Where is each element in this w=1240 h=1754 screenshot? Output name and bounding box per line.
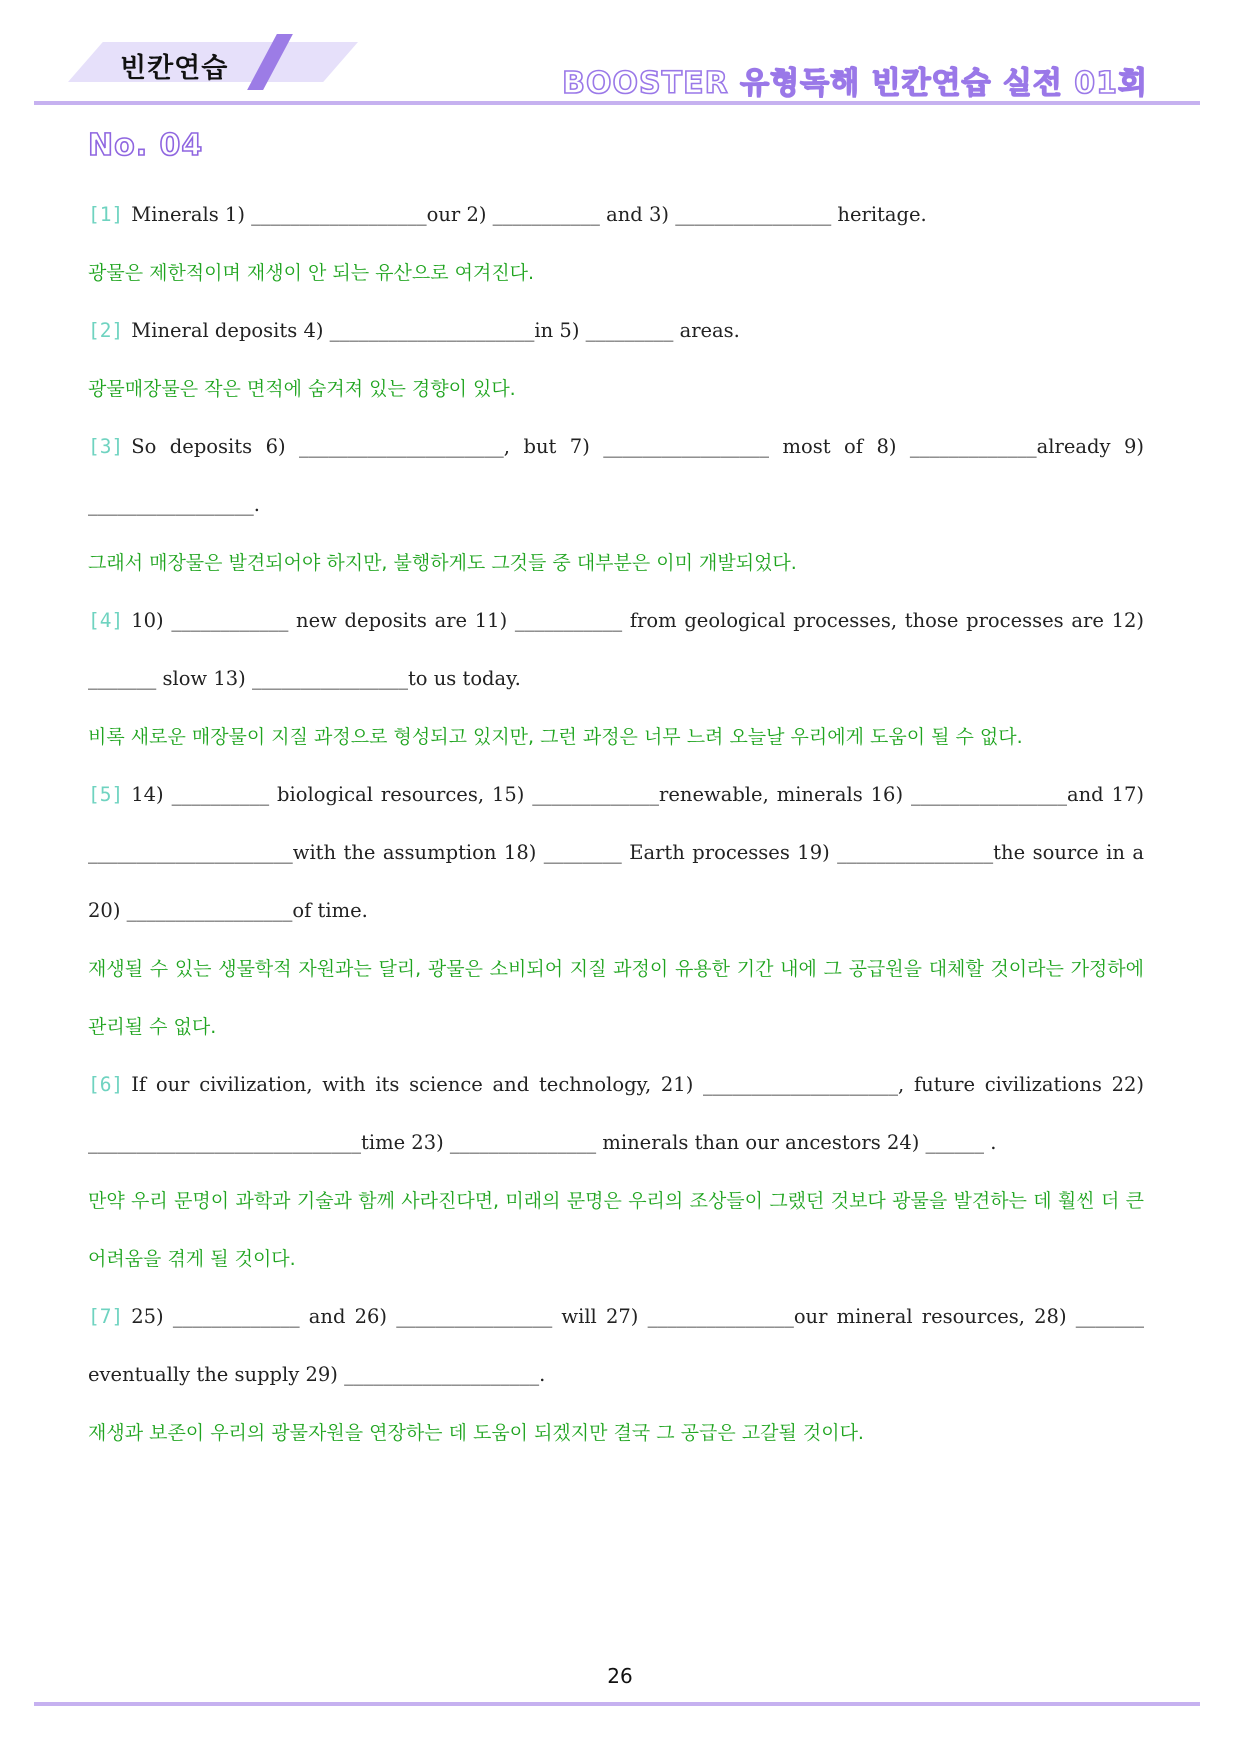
sentence-5-number: [5]: [88, 783, 124, 806]
sentence-7-english: [88, 1288, 1144, 1404]
sentence-5-english: [88, 766, 1144, 940]
sentence-6-korean: 만약 우리 문명이 과학과 기술과 함께 사라진다면, 미래의 문명은 우리의 조상들이 그랬던 것보다 광물을 발견하는 데 훨씬 더 큰 어려움을 겪게 될 것이다.: [88, 1190, 1144, 1270]
sentence-3-number: [3]: [88, 435, 124, 458]
sentence-6-text: If our civilization, with its science and technology, 21) ____________________, future civilizations 22) ____________________________time 23) _______________ minerals than our ancestors 24) ______ .: [88, 1073, 1144, 1154]
passage-content: [88, 186, 1144, 1462]
page-number: 26: [607, 1664, 633, 1688]
sentence-6-english: [88, 1056, 1144, 1172]
sentence-3-text: So deposits 6) _____________________, but 7) _________________ most of 8) _____________already 9) _________________.: [88, 435, 1144, 516]
sentence-5-text: 14) __________ biological resources, 15) _____________renewable, minerals 16) ________________and 17) _____________________with the assumption 18) ________ Earth processes 19) ________________the source in a 20) _________________of time.: [88, 783, 1144, 922]
sentence-4-text: 10) ____________ new deposits are 11) ___________ from geological processes, those processes are 12) _______ slow 13) ________________to us today.: [88, 609, 1144, 690]
sentence-1-number: [1]: [88, 203, 124, 226]
sentence-4-korean: 비록 새로운 매장물이 지질 과정으로 형성되고 있지만, 그런 과정은 너무 느려 오늘날 우리에게 도움이 될 수 없다.: [88, 726, 1023, 748]
sentence-6-number: [6]: [88, 1073, 124, 1096]
sentence-2-english: [88, 302, 1144, 360]
sentence-5-korean: 재생될 수 있는 생물학적 자원과는 달리, 광물은 소비되어 지질 과정이 유용한 기간 내에 그 공급원을 대체할 것이라는 가정하에 관리될 수 없다.: [88, 958, 1144, 1038]
sentence-7-number: [7]: [88, 1305, 124, 1328]
sentence-2-korean: 광물매장물은 작은 면적에 숨겨져 있는 경향이 있다.: [88, 378, 516, 400]
sentence-4-english: [88, 592, 1144, 708]
sentence-1-english: [88, 186, 1144, 244]
sentence-3-korean: 그래서 매장물은 발견되어야 하지만, 불행하게도 그것들 중 대부분은 이미 개발되었다.: [88, 552, 797, 574]
sentence-7-korean: 재생과 보존이 우리의 광물자원을 연장하는 데 도움이 되겠지만 결국 그 공급은 고갈될 것이다.: [88, 1422, 864, 1444]
sentence-4-number: [4]: [88, 609, 124, 632]
header-title: BOOSTER 유형독해 빈칸연습 실전 01회: [562, 66, 1148, 101]
header-divider: [34, 101, 1200, 105]
sentence-1-text: Minerals 1) __________________our 2) ___________ and 3) ________________ heritage.: [131, 203, 927, 226]
sentence-3-english: [88, 418, 1144, 534]
sentence-2-number: [2]: [88, 319, 124, 342]
sentence-2-text: Mineral deposits 4) _____________________in 5) _________ areas.: [131, 319, 740, 342]
problem-number: No. 04: [88, 128, 204, 163]
sentence-7-text: 25) _____________ and 26) ________________ will 27) _______________our mineral resources, 28) _______ eventually the supply 29) ____________________.: [88, 1305, 1144, 1386]
footer-divider: [34, 1702, 1200, 1706]
sentence-1-korean: 광물은 제한적이며 재생이 안 되는 유산으로 여겨진다.: [88, 262, 535, 284]
header-tab-label: 빈칸연습: [120, 53, 229, 84]
